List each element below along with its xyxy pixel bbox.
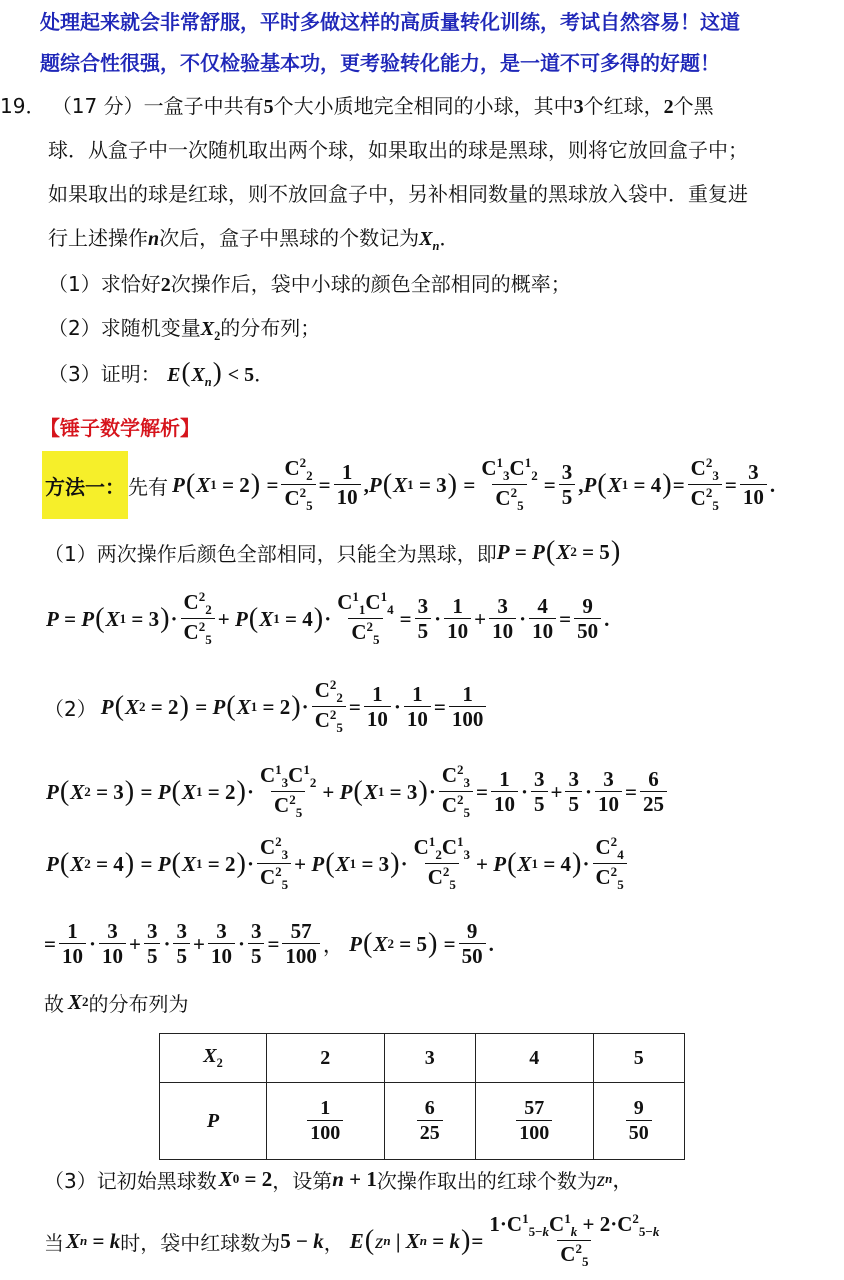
method-1-line: 方法一： 先有 P ( X 1 = 2 ) = $\frac{C^2_2}{C^2_5}$ = $\frac{1}{10}$ , P ( X 1 = 3 ) = $\frac{C^1_3C^1_2}{C^2_5}$ = $\frac{3}{5}$ , P ( X 1 = 4 ) = $\frac{C^2_3}{C^2_5}$ = $\frac{3}{10}$ . (42, 448, 775, 522)
table-header-cell: 2 (267, 1034, 385, 1083)
table-cell: $\frac{6}{25}$ (384, 1083, 475, 1160)
problem-points: （17 分） (51, 94, 144, 118)
part-1-text: （1）两次操作后颜色全部相同，只能全为黑球，即 P = P ( X 2 = 5 ) (44, 536, 621, 567)
table-cell: $\frac{9}{50}$ (593, 1083, 684, 1160)
method-1-label: 方法一： (42, 451, 128, 519)
question-1: （1）求恰好2次操作后，袋中小球的颜色全部相同的概率； (48, 272, 571, 296)
table-header-cell: 5 (593, 1034, 684, 1083)
table-header-cell: 4 (476, 1034, 594, 1083)
part-2-formula-1: （2） P ( X 2 = 2 ) = P ( X 1 = 2 ) · $\frac{C^2_2}{C^2_5}$ = $\frac{1}{10}$ · $\frac{1}{10}$ = $\frac{1}{100}$ (44, 676, 489, 738)
intro-line-1: 处理起来就会非常舒服，平时多做这样的高质量转化训练，考试自然容易！这道 (40, 10, 740, 34)
solution-heading: 【锤子数学解析】 (40, 416, 200, 440)
part-2-formula-4: = $\frac{1}{10}$ · $\frac{3}{10}$ + $\frac{3}{5}$ · $\frac{3}{5}$ + $\frac{3}{10}$ · $\frac{3}{5}$ = $\frac{57}{100}$ ， P ( X 2 = 5 ) = $\frac{9}{50}$ . (44, 918, 494, 968)
problem-line-1: 19． （17 分）一盒子中共有5个大小质地完全相同的小球，其中3个红球，2个黑 (0, 94, 714, 118)
table-header-cell: $X_2$ (160, 1034, 267, 1083)
part-3-formula: 当 X n = k 时，袋中红球数为 5 − k ， E ( z n | X n = k ) = $\frac{1\cdot C^1_{5-k}C^1_k + 2\cdot C^2_{5-k}}{C^2_5}$ (44, 1211, 660, 1270)
part-2-formula-2: P ( X 2 = 3 ) = P ( X 1 = 2 ) · $\frac{C^1_3C^1_2}{C^2_5}$ + P ( X 1 = 3 ) · $\frac{C^2_3}{C^2_5}$ = $\frac{1}{10}$ · $\frac{3}{5}$ + $\frac{3}{5}$ · $\frac{3}{10}$ = $\frac{6}{25}$ (46, 760, 670, 824)
intro-line-2: 题综合性很强，不仅检验基本功，更考验转化能力，是一道不可多得的好题！ (40, 51, 720, 75)
q3-expression: $E(X_n) < 5$ (167, 357, 255, 389)
table-row-label: P (160, 1083, 267, 1160)
table-cell: $\frac{1}{100}$ (267, 1083, 385, 1160)
question-3: （3）证明： $E(X_n) < 5$． (48, 357, 275, 389)
table-header-row (160, 1034, 685, 1083)
part-1-formula: P = P ( X 1 = 3 ) · $\frac{C^2_2}{C^2_5}$ + P ( X 1 = 4 ) · $\frac{C^1_1C^1_4}{C^2_5}$ = $\frac{3}{5}$ · $\frac{1}{10}$ + $\frac{3}{10}$ · $\frac{4}{10}$ = $\frac{9}{50}$ . (46, 589, 610, 648)
problem-number: 19． (0, 94, 46, 118)
distribution-table (159, 1033, 685, 1160)
distribution-text: 故 X 2 的分布列为 (44, 989, 189, 1016)
part-3-text: （3）记初始黑球数 X 0 = 2 ，设第 n + 1 次操作取出的红球个数为 z n ， (44, 1166, 634, 1193)
table-header-cell: 3 (384, 1034, 475, 1083)
question-2: （2）求随机变量$X_2$的分布列； (48, 316, 321, 343)
table-row (160, 1083, 685, 1160)
problem-line-2: 球．从盒子中一次随机取出两个球，如果取出的球是黑球，则将它放回盒子中； (48, 138, 748, 162)
table-cell: $\frac{57}{100}$ (476, 1083, 594, 1160)
part-2-formula-3: P ( X 2 = 4 ) = P ( X 1 = 2 ) · $\frac{C^2_3}{C^2_5}$ + P ( X 1 = 3 ) · $\frac{C^1_2C^1_3}{C^2_5}$ + P ( X 1 = 4 ) · $\frac{C^2_4}{C^2_5}$ (46, 832, 630, 896)
problem-line-4: 行上述操作n次后，盒子中黑球的个数记为$X_n$． (48, 226, 460, 253)
problem-line-3: 如果取出的球是红球，则不放回盒子中，另补相同数量的黑球放入袋中．重复进 (48, 182, 748, 206)
